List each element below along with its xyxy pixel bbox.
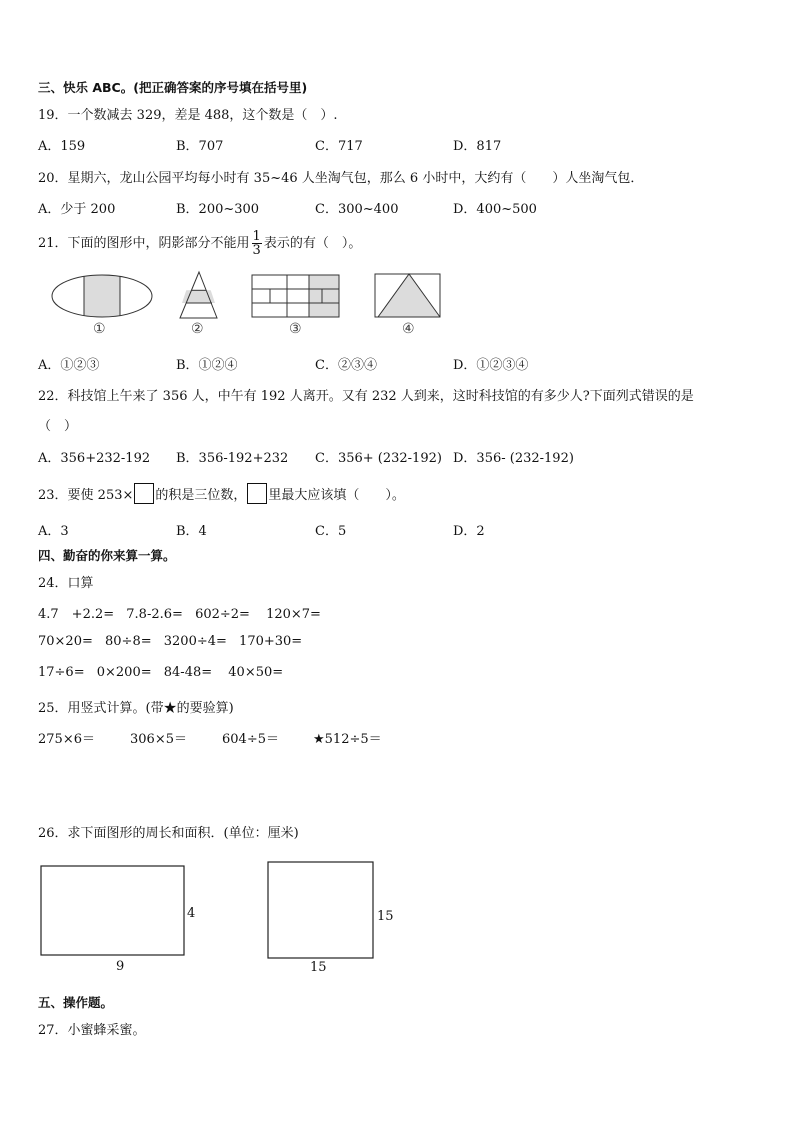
figure-label-1: ①: [93, 321, 106, 337]
q24-item: 40×50=: [228, 665, 284, 680]
q24-item: 84-48=: [163, 665, 213, 680]
q24-item: 170+30=: [239, 634, 303, 649]
q25-item-2: 306×5＝: [130, 732, 187, 747]
figure-label-2: ②: [191, 321, 204, 337]
figure-label-3: ③: [289, 321, 302, 337]
q21-option-b: B．①②④: [176, 358, 238, 373]
rectangle-9x4: [41, 866, 184, 955]
figure-label-4: ④: [402, 321, 415, 337]
fraction-numerator: 1: [252, 229, 261, 244]
question-25: 25．用竖式计算。(带★的要验算): [38, 701, 234, 716]
q24-item: 602÷2=: [195, 607, 250, 622]
q24-item: 120×7=: [266, 607, 321, 622]
q19-option-d: D．817: [453, 139, 502, 154]
q22-option-c: C．356+ (232-192): [315, 451, 442, 466]
q21-option-a: A．①②③: [38, 358, 100, 373]
question-26: 26．求下面图形的周长和面积．(单位：厘米): [38, 826, 299, 841]
square-15x15: [268, 862, 373, 958]
q23-option-b: B．4: [176, 524, 207, 539]
q22-option-b: B．356-192+232: [176, 451, 289, 466]
q23-option-a: A．3: [38, 524, 69, 539]
question-22: 22．科技馆上午来了 356 人，中午有 192 人离开。又有 232 人到来，这时科技馆的有多少人?下面列式错误的是: [38, 389, 694, 404]
section-5-title: 五、操作题。: [38, 995, 114, 1010]
q25-item-3: 604÷5＝: [222, 732, 279, 747]
q23-option-c: C．5: [315, 524, 347, 539]
q25-item-1: 275×6＝: [38, 732, 95, 747]
q19-option-b: B．707: [176, 139, 224, 154]
question-20: 20．星期六，龙山公园平均每小时有 35~46 人坐淘气包，那么 6 小时中，大约有（ ）人坐淘气包．: [38, 171, 644, 186]
q24-item: 70×20=: [38, 634, 93, 649]
q24-item: 17÷6=: [38, 665, 85, 680]
question-19: 19．一个数减去 329，差是 488，这个数是（ ）.: [38, 108, 338, 123]
rect-width-label: 9: [116, 959, 125, 974]
q24-item: 3200÷4=: [163, 634, 227, 649]
fraction-denominator: 3: [252, 243, 261, 258]
q25-item-4: ★512÷5＝: [313, 732, 382, 747]
q24-item: 80÷8=: [105, 634, 152, 649]
square-width-label: 15: [310, 960, 327, 975]
q24-item: 4.7 +2.2=: [38, 607, 115, 622]
q23-text-c: 里最大应该填（ ）。: [268, 488, 405, 503]
q20-option-b: B．200~300: [176, 202, 260, 217]
q21-text-before: 21．下面的图形中，阴影部分不能用: [38, 236, 250, 251]
q20-option-d: D．400~500: [453, 202, 537, 217]
question-27: 27．小蜜蜂采蜜。: [38, 1023, 146, 1038]
q20-option-c: C．300~400: [315, 202, 399, 217]
section-4-title: 四、勤奋的你来算一算。: [38, 548, 176, 563]
q22-option-a: A．356+232-192: [38, 451, 151, 466]
q21-text-after: 表示的有（ ）。: [263, 236, 362, 251]
q23-option-d: D．2: [453, 524, 485, 539]
q21-option-d: D．①②③④: [453, 358, 529, 373]
section-3-title: 三、快乐 ABC。(把正确答案的序号填在括号里): [38, 80, 308, 95]
q22-option-d: D．356- (232-192): [453, 451, 574, 466]
rect-height-label: 4: [187, 906, 196, 921]
q21-option-c: C．②③④: [315, 358, 377, 373]
question-22-blank: （ ）: [38, 419, 78, 434]
q19-option-a: A．159: [38, 139, 86, 154]
square-height-label: 15: [377, 909, 394, 924]
q19-option-c: C．717: [315, 139, 363, 154]
q23-text-b: 的积是三位数，: [155, 488, 247, 503]
q23-text-a: 23．要使 253×: [38, 488, 134, 503]
q24-item: 7.8-2.6=: [126, 607, 183, 622]
q24-item: 0×200=: [96, 665, 152, 680]
q20-option-a: A．少于 200: [38, 202, 116, 217]
question-24: 24．口算: [38, 576, 94, 591]
